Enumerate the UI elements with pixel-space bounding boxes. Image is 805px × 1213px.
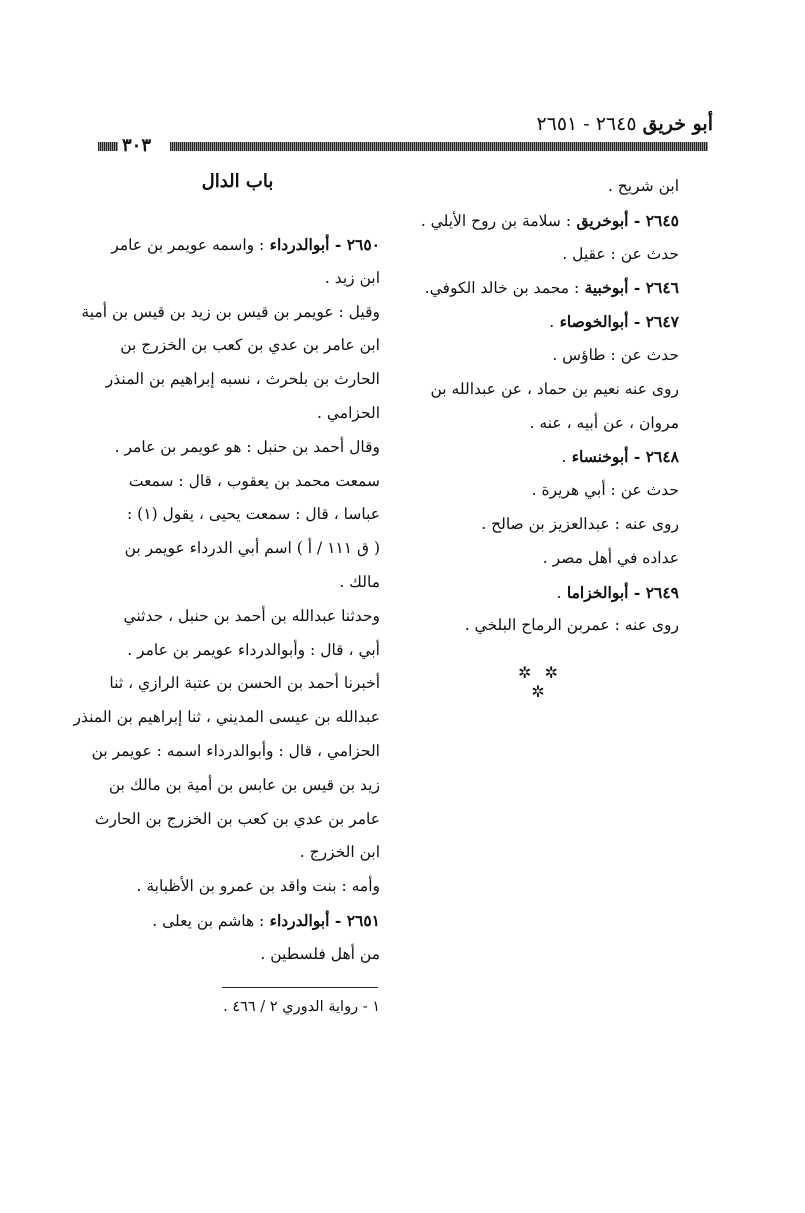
entry-number: ٢٦٤٥ - bbox=[628, 210, 679, 230]
text-line bbox=[95, 600, 380, 634]
line-text: زيد بن قيس بن عابس بن أمية بن مالك بن bbox=[108, 775, 380, 794]
line-text: . bbox=[549, 313, 555, 332]
line-text: ( ق ١١١ / أ ) اسم أبي الدرداء عويمر بن bbox=[124, 539, 380, 558]
text-line bbox=[389, 339, 679, 373]
footnote: ١ - رواية الدوري ٢ / ٤٦٦ . bbox=[223, 999, 380, 1015]
line-text: ابن عامر بن عدي بن كعب بن الخزرج بن bbox=[120, 336, 380, 355]
text-line bbox=[95, 836, 380, 870]
line-text: : هاشم بن يعلى . bbox=[152, 911, 265, 930]
running-header bbox=[393, 113, 713, 135]
text-line bbox=[95, 397, 380, 431]
text-line bbox=[95, 667, 380, 701]
line-text: عداده في أهل مصر . bbox=[542, 548, 679, 567]
entry-name: أبوالدرداء bbox=[264, 910, 330, 930]
section-heading: باب الدال bbox=[201, 171, 274, 192]
line-text: حدث عن : طاؤس . bbox=[552, 345, 679, 364]
section-separator: ✲ ✲ ✲ bbox=[518, 663, 562, 701]
entry-name: أبوخريق bbox=[571, 210, 629, 230]
running-header-title: أبو خريق bbox=[642, 113, 713, 135]
text-line bbox=[389, 508, 679, 542]
line-text: : واسمه عويمر بن عامر bbox=[111, 236, 265, 254]
entry-line bbox=[389, 204, 679, 238]
line-text: ابن الخزرج . bbox=[299, 843, 380, 862]
line-text: عباسا ، قال : سمعت يحيى ، يقول (١) : bbox=[127, 505, 380, 524]
line-text: الحزامي ، قال : وأبوالدرداء اسمه : عويمر بن bbox=[91, 741, 380, 760]
line-text: الحزامي . bbox=[317, 403, 380, 422]
text-line bbox=[389, 474, 679, 508]
text-line bbox=[91, 735, 380, 769]
line-text: حدث عن : عقيل . bbox=[562, 244, 679, 263]
header-rule bbox=[98, 135, 708, 156]
text-line bbox=[95, 938, 380, 972]
text-line bbox=[95, 769, 380, 803]
entry-number: ٢٦٥٠ - bbox=[329, 235, 380, 254]
line-text: وقال أحمد بن حنبل : هو عويمر بن عامر . bbox=[114, 437, 380, 456]
line-text: وقيل : عويمر بن قيس بن زيد بن قيس بن أمية bbox=[81, 302, 380, 321]
line-text: عامر بن عدي بن كعب بن الخزرج بن الحارث bbox=[94, 809, 380, 828]
line-text: وأمه : بنت واقد بن عمرو بن الأظبابة . bbox=[136, 877, 380, 896]
line-text: حدث عن : أبي هريرة . bbox=[531, 481, 679, 500]
line-text: من أهل فلسطين . bbox=[260, 944, 380, 963]
line-text: الحارث بن بلحرث ، نسبه إبراهيم بن المنذر bbox=[105, 370, 380, 389]
entry-number: ٢٦٥١ - bbox=[329, 910, 380, 930]
entry-line bbox=[95, 904, 380, 938]
text-line bbox=[95, 363, 380, 397]
text-line bbox=[389, 238, 679, 272]
text-line bbox=[81, 296, 380, 330]
entry-name: أبوخبية bbox=[579, 278, 629, 298]
entry-line bbox=[389, 440, 679, 474]
text-line bbox=[95, 431, 380, 465]
right-column bbox=[389, 170, 679, 643]
entry-number: ٢٦٤٨ - bbox=[628, 447, 679, 467]
line-text: مالك . bbox=[339, 572, 380, 591]
entry-number: ٢٦٤٦ - bbox=[628, 278, 679, 298]
text-line bbox=[95, 329, 380, 363]
entry-name: أبوخنساء bbox=[566, 447, 629, 467]
footnote-rule bbox=[222, 987, 378, 988]
line-text: وحدثنا عبدالله بن أحمد بن حنبل ، حدثني bbox=[123, 606, 380, 625]
line-text: . bbox=[556, 583, 562, 602]
line-text: ابن زيد . bbox=[324, 268, 380, 287]
text-line bbox=[95, 870, 380, 904]
text-line bbox=[95, 634, 380, 668]
text-line bbox=[389, 170, 679, 204]
text-line bbox=[389, 609, 679, 643]
entry-name: أبوالخزاما bbox=[561, 582, 629, 602]
left-column bbox=[73, 165, 380, 972]
entry-name: أبوالخوصاء bbox=[554, 312, 629, 332]
text-line bbox=[95, 532, 380, 566]
text-line bbox=[95, 465, 380, 499]
line-text: : محمد بن خالد الكوفي. bbox=[424, 279, 580, 298]
text-line bbox=[389, 542, 679, 576]
line-text: مروان ، عن أبيه ، عنه . bbox=[529, 413, 679, 432]
text-line bbox=[95, 566, 380, 600]
line-text: روى عنه نعيم بن حماد ، عن عبدالله بن bbox=[430, 379, 679, 398]
line-text: روى عنه : عبدالعزيز بن صالح . bbox=[481, 514, 679, 533]
text-line bbox=[389, 407, 679, 441]
line-text: أخبرنا أحمد بن الحسن بن عتبة الرازي ، ثنا bbox=[109, 674, 380, 693]
text-line bbox=[95, 262, 380, 296]
entry-name: أبوالدرداء bbox=[264, 235, 330, 254]
text-line bbox=[389, 373, 679, 407]
line-text: : سلامة بن روح الأيلي . bbox=[420, 211, 572, 230]
entry-line bbox=[95, 228, 380, 262]
entry-line bbox=[389, 271, 679, 305]
page-number: ٣٠٣ bbox=[119, 135, 154, 156]
text-line bbox=[95, 803, 380, 837]
line-text: أبي ، قال : وأبوالدرداء عويمر بن عامر . bbox=[127, 640, 380, 659]
line-text: عبدالله بن عيسى المديني ، ثنا إبراهيم بن المنذر bbox=[73, 708, 380, 727]
line-text: سمعت محمد بن يعقوب ، قال : سمعت bbox=[128, 471, 380, 490]
entry-line bbox=[389, 305, 679, 339]
line-text: ابن شريح . bbox=[607, 177, 679, 195]
line-text: روى عنه : عمربن الرماح البلخي . bbox=[464, 616, 679, 635]
entry-number: ٢٦٤٧ - bbox=[628, 312, 679, 332]
entry-number: ٢٦٤٩ - bbox=[628, 582, 679, 602]
entry-line bbox=[389, 576, 679, 610]
line-text: . bbox=[561, 448, 567, 467]
text-line bbox=[73, 701, 380, 735]
running-header-range: ٢٦٤٥ - ٢٦٥١ bbox=[536, 113, 637, 135]
text-line bbox=[95, 498, 380, 532]
